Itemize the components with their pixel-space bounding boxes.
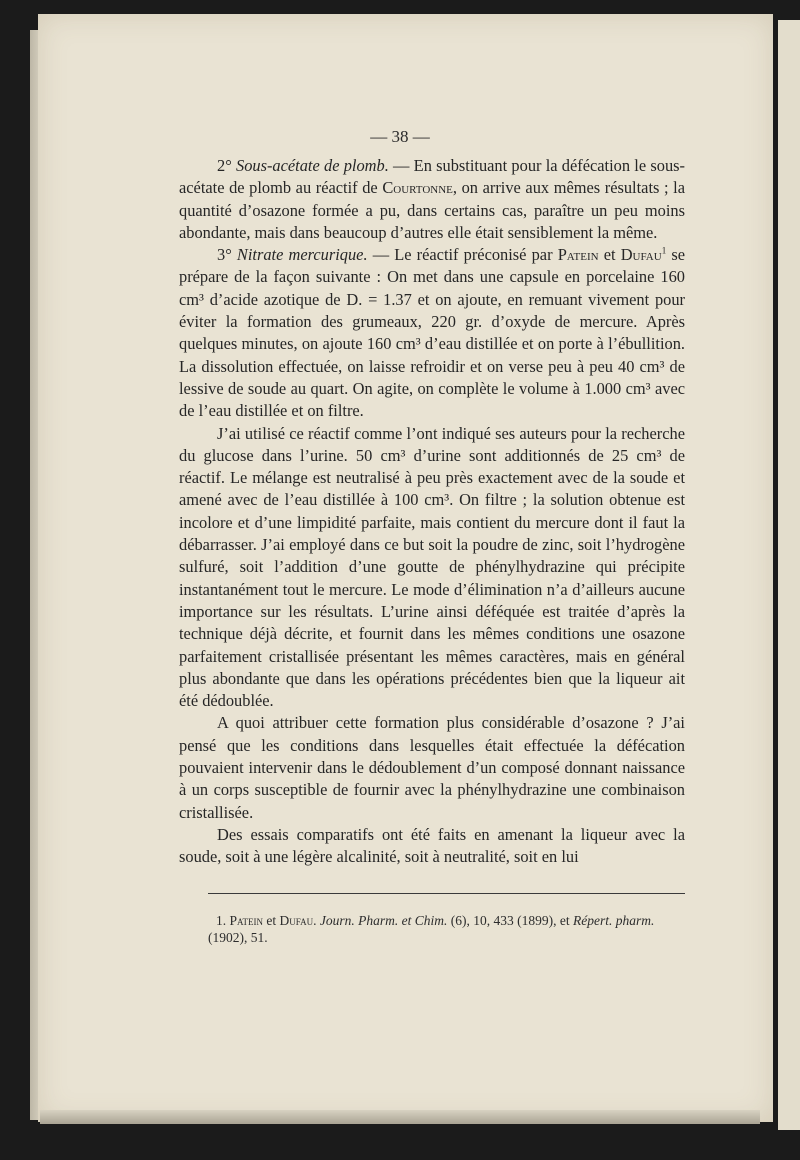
paragraph-text: , on arrive aux mêmes résultats ; la quantité d’osazone formée a pu, dans certains cas, paraître un peu moins abondante, mais dans beaucoup d’autres elle était sensiblement la même. [179,178,685,242]
section-heading: Nitrate mercurique. [236,245,368,265]
author-name: Patein [229,913,264,928]
journal-title: Journ. Pharm. et Chim. [319,913,448,928]
author-name: Courtonne [382,178,453,198]
paragraph-nitrate [179,244,685,422]
section-number: 3° [217,245,237,265]
paragraph-text: — Le réactif préconisé par [367,245,558,265]
author-name: Dufau [620,245,662,265]
paragraph-text: se prépare de la façon suivante : On met dans une capsule en porcelaine 160 cm³ d’acide azotique de D. = 1.37 et on ajoute, en remuant vivement pour éviter la formation des grumeaux, 220 gr. d’oxyde de mercure. Après quelques minutes, on ajoute 160 cm³ d’eau distillée et on porte à l’ébullition. La dissolution effectuée, on laisse refroidir et on verse peu à peu 40 cm³ de lessive de soude au quart. On agite, on complète le volume à 1.000 cm³ avec de l’eau distillée et on filtre. [179,245,685,421]
paragraph-essais: Des essais comparatifs ont été faits en amenant la liqueur avec la soude, soit à une légère alcalinité, soit à neutralité, soit en lui [179,824,685,867]
author-name: Dufau [279,913,314,928]
footnote-text: et [263,913,280,928]
journal-title: Répert. pharm. [572,913,655,928]
paragraph-sous-acetate [179,155,685,244]
body-text [179,155,685,869]
section-heading: Sous-acétate de plomb. [236,156,389,175]
page-bottom-edge [40,1110,760,1124]
next-page-edge [778,20,800,1130]
footnote-text: . [313,913,320,928]
paragraph-text: — En substituant pour la défécation le sous-acétate de plomb au réactif de [179,156,685,198]
section-number: 2° [217,156,236,175]
footnote-rule [208,893,685,894]
footnote-text: (1902), 51. [208,930,268,945]
paragraph-glucose: J’ai utilisé ce réactif comme l’ont indiqué ses auteurs pour la recherche du glucose dans l’urine. 50 cm³ d’urine sont additionnés de 25 cm³ de réactif. Le mélange est neutralisé à peu près exactement avec de la soude et amené avec de l’eau distillée à 100 cm³. On filtre ; la solution obtenue est incolore et d’une limpidité parfaite, mais contient du mercure dont il faut la débarrasser. J’ai employé dans ce but soit la poudre de zinc, soit l’hydrogène sulfuré, soit l’addition d’une goutte de phénylhydrazine qui précipite instantanément tout le mercure. Le mode d’élimination n’a d’ailleurs aucune importance sur les résultats. L’urine ainsi déféquée est traitée d’après la technique déjà décrite, et fournit dans les mêmes conditions une osazone parfaitement cristallisée présentant les mêmes caractères, mais en général plus abondante que dans les opérations précédentes bien que la liqueur ait été dédoublée. [179,423,685,711]
footnote-marker: 1 [661,245,667,256]
footnote [208,912,688,946]
paragraph-text: et [598,245,621,265]
footnote-text: (6), 10, 433 (1899), et [447,913,573,928]
page-number: — 38 — [370,127,430,146]
paragraph-osazone: A quoi attribuer cette formation plus considérable d’osazone ? J’ai pensé que les conditions dans lesquelles était effectuée la défécation pouvaient intervenir dans le dédoublement d’un composé donnant naissance à un corps susceptible de fournir avec la phénylhydrazine une combinaison cristallisée. [179,713,685,822]
footnote-number: 1. [216,913,230,928]
author-name: Patein [557,245,599,265]
